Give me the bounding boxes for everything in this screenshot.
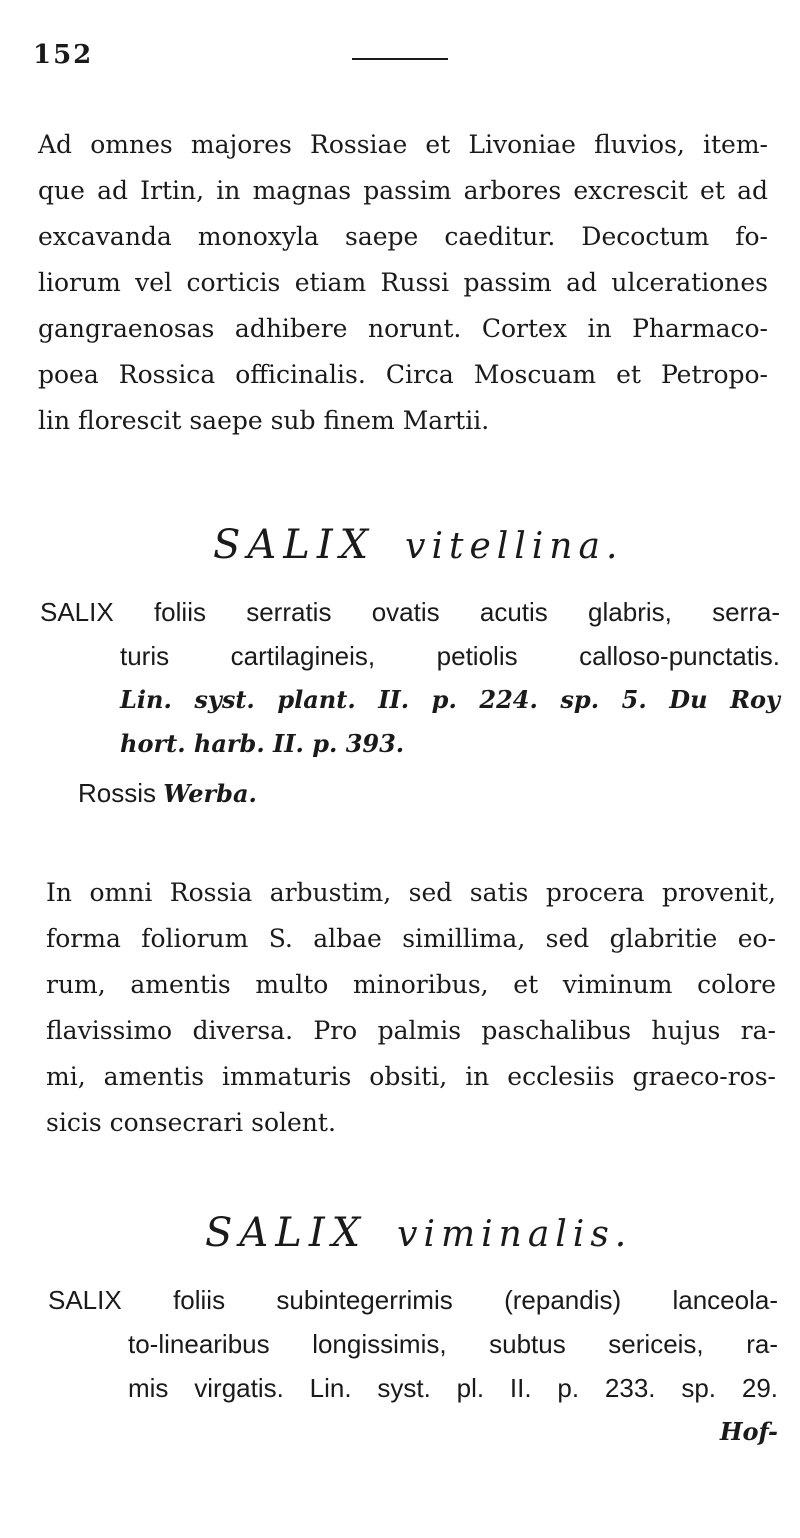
section-1-entry-line-2: turis cartilagineis, petiolis calloso-punctatis. (120, 641, 780, 671)
section-2-entry (48, 1278, 778, 1454)
section-2-genus: SALIX (205, 1210, 368, 1256)
section-1-entry-line-1: SALIX foliis serratis ovatis acutis glabris, serra- (40, 597, 780, 627)
para1-line-1: Ad omnes majores Rossiae et Livoniae fluvios, item- (38, 130, 768, 159)
para1-line-4: liorum vel corticis etiam Russi passim ad ulcerationes (38, 268, 768, 297)
para1-line-7: lin florescit saepe sub finem Martii. (38, 406, 490, 435)
section-1-genus: SALIX (213, 522, 376, 568)
para1-line-5: gangraenosas adhibere norunt. Cortex in Pharmaco- (38, 314, 768, 343)
vernacular-prefix: Rossis (78, 778, 157, 808)
section-1-vernacular (78, 778, 257, 809)
section-1-entry (40, 590, 780, 766)
para2-line-1: In omni Rossia arbustim, sed satis procera provenit, (46, 878, 776, 907)
section-1-entry-line-4: hort. harb. II. p. 393. (120, 729, 405, 758)
header-rule (352, 58, 448, 60)
para2-line-4: flavissimo diversa. Pro palmis paschalibus hujus ra- (46, 1016, 776, 1045)
section-1-heading (213, 522, 623, 568)
paragraph-2 (46, 870, 776, 1146)
section-2-entry-line-3: mis virgatis. Lin. syst. pl. II. p. 233. sp. 29. (128, 1373, 778, 1403)
para1-line-6: poea Rossica officinalis. Circa Moscuam et Petropo- (38, 360, 768, 389)
section-2-heading (205, 1210, 632, 1256)
section-2-entry-line-4: Hof- (719, 1417, 778, 1446)
section-1-entry-line-3: Lin. syst. plant. II. p. 224. sp. 5. Du Roy (120, 685, 780, 714)
para2-line-2: forma foliorum S. albae simillima, sed glabritie eo- (46, 924, 776, 953)
paragraph-1 (38, 122, 768, 444)
page-number: 152 (33, 40, 94, 70)
para2-line-5: mi, amentis immaturis obsiti, in ecclesiis graeco-ros- (46, 1062, 776, 1091)
para2-line-3: rum, amentis multo minoribus, et viminum colore (46, 970, 776, 999)
section-2-entry-line-2: to-linearibus longissimis, subtus sericeis, ra- (128, 1329, 778, 1359)
section-2-entry-line-1: SALIX foliis subintegerrimis (repandis) lanceola- (48, 1285, 778, 1315)
vernacular-name: Werba. (163, 779, 257, 808)
section-1-species: vitellina. (405, 526, 624, 567)
para1-line-3: excavanda monoxyla saepe caeditur. Decoctum fo- (38, 222, 768, 251)
section-2-species: viminalis. (397, 1214, 633, 1255)
para2-line-6: sicis consecrari solent. (46, 1108, 336, 1137)
para1-line-2: que ad Irtin, in magnas passim arbores excrescit et ad (38, 176, 768, 205)
